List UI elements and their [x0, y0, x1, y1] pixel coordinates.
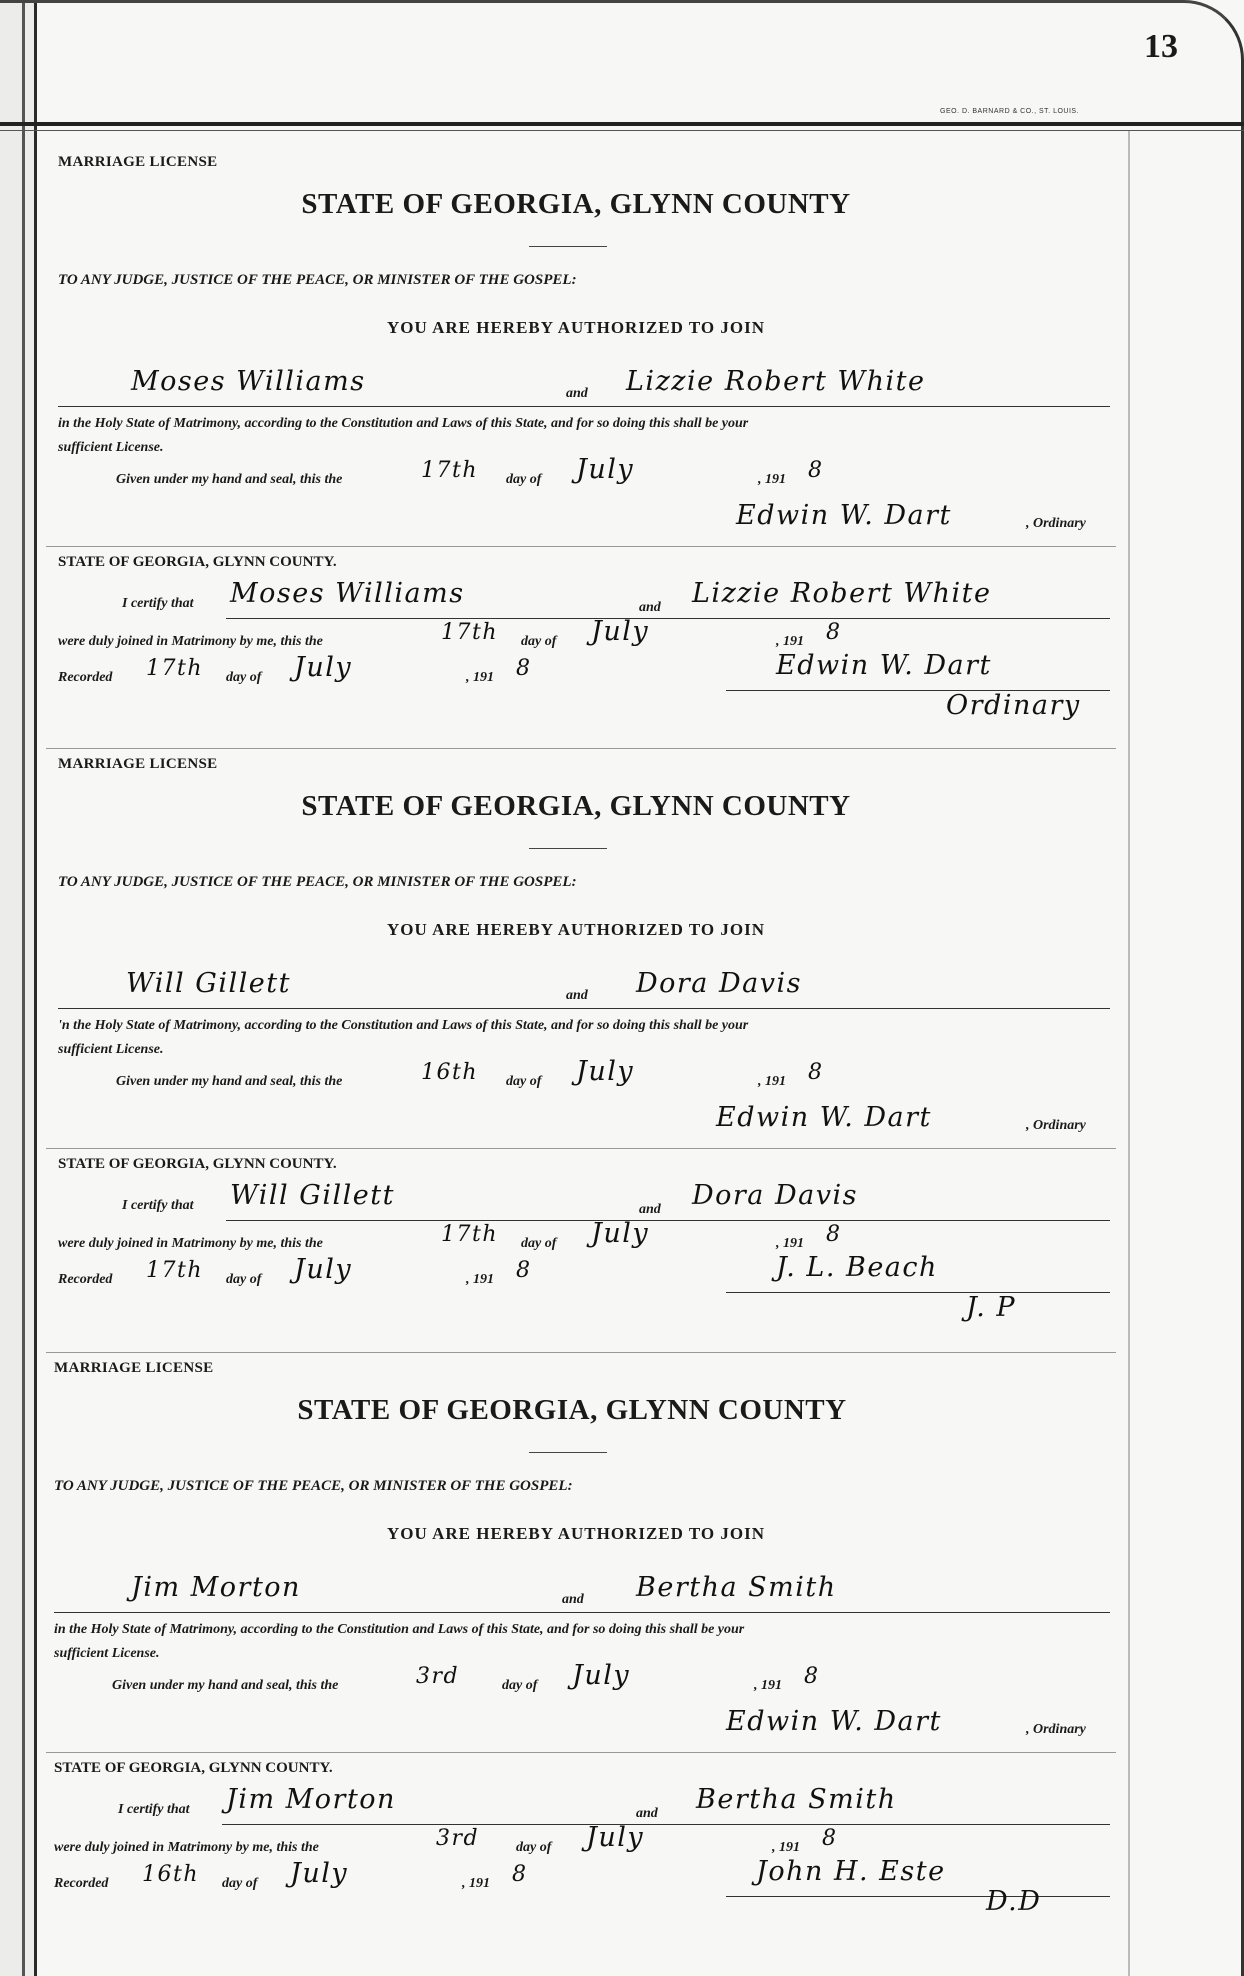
- names-line: [58, 1008, 1110, 1009]
- license-month: July: [576, 1056, 635, 1087]
- names-line: [54, 1612, 1110, 1613]
- cert-and: and: [639, 1202, 661, 1217]
- to-any-judge: TO ANY JUDGE, JUSTICE OF THE PEACE, OR MINISTER OF THE GOSPEL:: [58, 272, 577, 288]
- recorded-day-of: day of: [222, 1876, 258, 1891]
- recorded-year: 8: [516, 1258, 532, 1283]
- cert-title: STATE OF GEORGIA, GLYNN COUNTY.: [58, 1156, 337, 1172]
- state-title: STATE OF GEORGIA, GLYNN COUNTY: [301, 188, 851, 220]
- ordinary-label: , Ordinary: [1026, 516, 1086, 531]
- recorded-label: Recorded: [58, 670, 113, 685]
- cert-and: and: [639, 600, 661, 615]
- joined-year: 8: [826, 1222, 842, 1247]
- holy-state-text: in the Holy State of Matrimony, according to the Constitution and Laws of this State, and for so doing this shall be your: [54, 1622, 745, 1637]
- cert-title: STATE OF GEORGIA, GLYNN COUNTY.: [58, 554, 337, 570]
- recorded-day-of: day of: [226, 670, 262, 685]
- license-year: 8: [808, 1060, 824, 1085]
- officiant-line: [726, 1292, 1110, 1293]
- record-divider: [46, 1352, 1116, 1353]
- cert-names-line: [226, 618, 1110, 619]
- joined-month: July: [591, 616, 650, 647]
- sufficient-license: sufficient License.: [58, 440, 164, 455]
- section-divider: [46, 1148, 1116, 1149]
- bride-name: Bertha Smith: [636, 1572, 837, 1603]
- binding-line: [22, 0, 25, 1976]
- title-underline: [529, 848, 607, 849]
- recorded-year: 8: [516, 656, 532, 681]
- joined-year: 8: [826, 620, 842, 645]
- state-title: STATE OF GEORGIA, GLYNN COUNTY: [301, 790, 851, 822]
- recorded-label: Recorded: [54, 1876, 109, 1891]
- cert-names-line: [226, 1220, 1110, 1221]
- joined-year: 8: [822, 1826, 838, 1851]
- authorized-text: YOU ARE HEREBY AUTHORIZED TO JOIN: [387, 920, 765, 939]
- cert-groom: Moses Williams: [230, 578, 465, 609]
- and-text: and: [562, 1592, 584, 1607]
- state-title: STATE OF GEORGIA, GLYNN COUNTY: [297, 1394, 847, 1426]
- day-of-text: day of: [506, 472, 542, 487]
- joined-year-text: , 191: [776, 634, 804, 649]
- cert-bride: Bertha Smith: [696, 1784, 897, 1815]
- recorded-day-of: day of: [226, 1272, 262, 1287]
- year-text: , 191: [758, 1074, 786, 1089]
- recorded-year: 8: [512, 1862, 528, 1887]
- right-margin-rule: [1128, 131, 1130, 1976]
- license-day: 3rd: [416, 1664, 460, 1689]
- joined-day-of: day of: [521, 634, 557, 649]
- section-divider: [46, 1752, 1116, 1753]
- joined-day: 17th: [441, 1222, 499, 1247]
- cert-groom: Will Gillett: [230, 1180, 395, 1211]
- to-any-judge: TO ANY JUDGE, JUSTICE OF THE PEACE, OR MINISTER OF THE GOSPEL:: [54, 1478, 573, 1494]
- groom-name: Moses Williams: [131, 366, 366, 397]
- day-of-text: day of: [506, 1074, 542, 1089]
- joined-day-of: day of: [521, 1236, 557, 1251]
- header-rule: [0, 122, 1244, 126]
- sufficient-license: sufficient License.: [54, 1646, 160, 1661]
- bride-name: Dora Davis: [636, 968, 802, 999]
- title-underline: [529, 1452, 607, 1453]
- cert-title: STATE OF GEORGIA, GLYNN COUNTY.: [54, 1760, 333, 1776]
- given-under-text: Given under my hand and seal, this the: [116, 1074, 343, 1089]
- ordinary-signature: Edwin W. Dart: [716, 1102, 932, 1133]
- ordinary-label: , Ordinary: [1026, 1118, 1086, 1133]
- record-3: [46, 1356, 1128, 1956]
- recorded-day: 17th: [146, 656, 204, 681]
- officiant-title: D.D: [986, 1886, 1042, 1917]
- recorded-day: 16th: [142, 1862, 200, 1887]
- sufficient-license: sufficient License.: [58, 1042, 164, 1057]
- bride-name: Lizzie Robert White: [626, 366, 926, 397]
- and-text: and: [566, 988, 588, 1003]
- cert-names-line: [222, 1824, 1110, 1825]
- names-line: [58, 406, 1110, 407]
- officiant-signature: J. L. Beach: [776, 1252, 938, 1283]
- recorded-label: Recorded: [58, 1272, 113, 1287]
- license-month: July: [572, 1660, 631, 1691]
- cert-bride: Lizzie Robert White: [692, 578, 992, 609]
- recorded-day: 17th: [146, 1258, 204, 1283]
- joined-month: July: [586, 1822, 645, 1853]
- joined-year-text: , 191: [776, 1236, 804, 1251]
- duly-joined-text: were duly joined in Matrimony by me, this the: [58, 1236, 323, 1251]
- duly-joined-text: were duly joined in Matrimony by me, this the: [54, 1840, 319, 1855]
- cert-groom: Jim Morton: [226, 1784, 396, 1815]
- joined-month: July: [591, 1218, 650, 1249]
- groom-name: Jim Morton: [131, 1572, 301, 1603]
- officiant-line: [726, 1896, 1110, 1897]
- license-year: 8: [804, 1664, 820, 1689]
- holy-state-text: 'n the Holy State of Matrimony, according to the Constitution and Laws of this State, and for so doing this shall be your: [58, 1018, 749, 1033]
- authorized-text: YOU ARE HEREBY AUTHORIZED TO JOIN: [387, 1524, 765, 1543]
- officiant-title: J. P: [966, 1292, 1017, 1323]
- i-certify-text: I certify that: [122, 1198, 194, 1213]
- recorded-month: July: [294, 1254, 353, 1285]
- i-certify-text: I certify that: [118, 1802, 190, 1817]
- cert-bride: Dora Davis: [692, 1180, 858, 1211]
- license-day: 17th: [421, 458, 479, 483]
- year-text: , 191: [754, 1678, 782, 1693]
- and-text: and: [566, 386, 588, 401]
- record-divider: [46, 748, 1116, 749]
- license-label: MARRIAGE LICENSE: [58, 154, 218, 170]
- recorded-year-text: , 191: [466, 1272, 494, 1287]
- given-under-text: Given under my hand and seal, this the: [116, 472, 343, 487]
- officiant-signature: Edwin W. Dart: [776, 650, 992, 681]
- joined-day-of: day of: [516, 1840, 552, 1855]
- joined-day: 17th: [441, 620, 499, 645]
- license-day: 16th: [421, 1060, 479, 1085]
- officiant-title: Ordinary: [946, 690, 1081, 721]
- officiant-signature: John H. Este: [756, 1856, 946, 1887]
- recorded-year-text: , 191: [466, 670, 494, 685]
- page-number: 13: [1144, 28, 1178, 65]
- record-2: [46, 752, 1128, 1352]
- day-of-text: day of: [502, 1678, 538, 1693]
- recorded-month: July: [294, 652, 353, 683]
- book-binding: [0, 0, 37, 1976]
- record-1: [46, 150, 1128, 750]
- title-underline: [529, 246, 607, 247]
- duly-joined-text: were duly joined in Matrimony by me, this the: [58, 634, 323, 649]
- given-under-text: Given under my hand and seal, this the: [112, 1678, 339, 1693]
- i-certify-text: I certify that: [122, 596, 194, 611]
- printer-imprint: GEO. D. BARNARD & CO., ST. LOUIS.: [940, 108, 1080, 115]
- authorized-text: YOU ARE HEREBY AUTHORIZED TO JOIN: [387, 318, 765, 337]
- groom-name: Will Gillett: [126, 968, 291, 999]
- section-divider: [46, 546, 1116, 547]
- license-month: July: [576, 454, 635, 485]
- holy-state-text: in the Holy State of Matrimony, according to the Constitution and Laws of this State, and for so doing this shall be your: [58, 416, 749, 431]
- ordinary-signature: Edwin W. Dart: [726, 1706, 942, 1737]
- recorded-year-text: , 191: [462, 1876, 490, 1891]
- license-label: MARRIAGE LICENSE: [58, 756, 218, 772]
- to-any-judge: TO ANY JUDGE, JUSTICE OF THE PEACE, OR MINISTER OF THE GOSPEL:: [58, 874, 577, 890]
- joined-year-text: , 191: [772, 1840, 800, 1855]
- joined-day: 3rd: [436, 1826, 480, 1851]
- cert-and: and: [636, 1806, 658, 1821]
- ordinary-signature: Edwin W. Dart: [736, 500, 952, 531]
- license-year: 8: [808, 458, 824, 483]
- recorded-month: July: [290, 1858, 349, 1889]
- ordinary-label: , Ordinary: [1026, 1722, 1086, 1737]
- header-rule-thin: [0, 130, 1244, 131]
- license-label: MARRIAGE LICENSE: [54, 1360, 214, 1376]
- year-text: , 191: [758, 472, 786, 487]
